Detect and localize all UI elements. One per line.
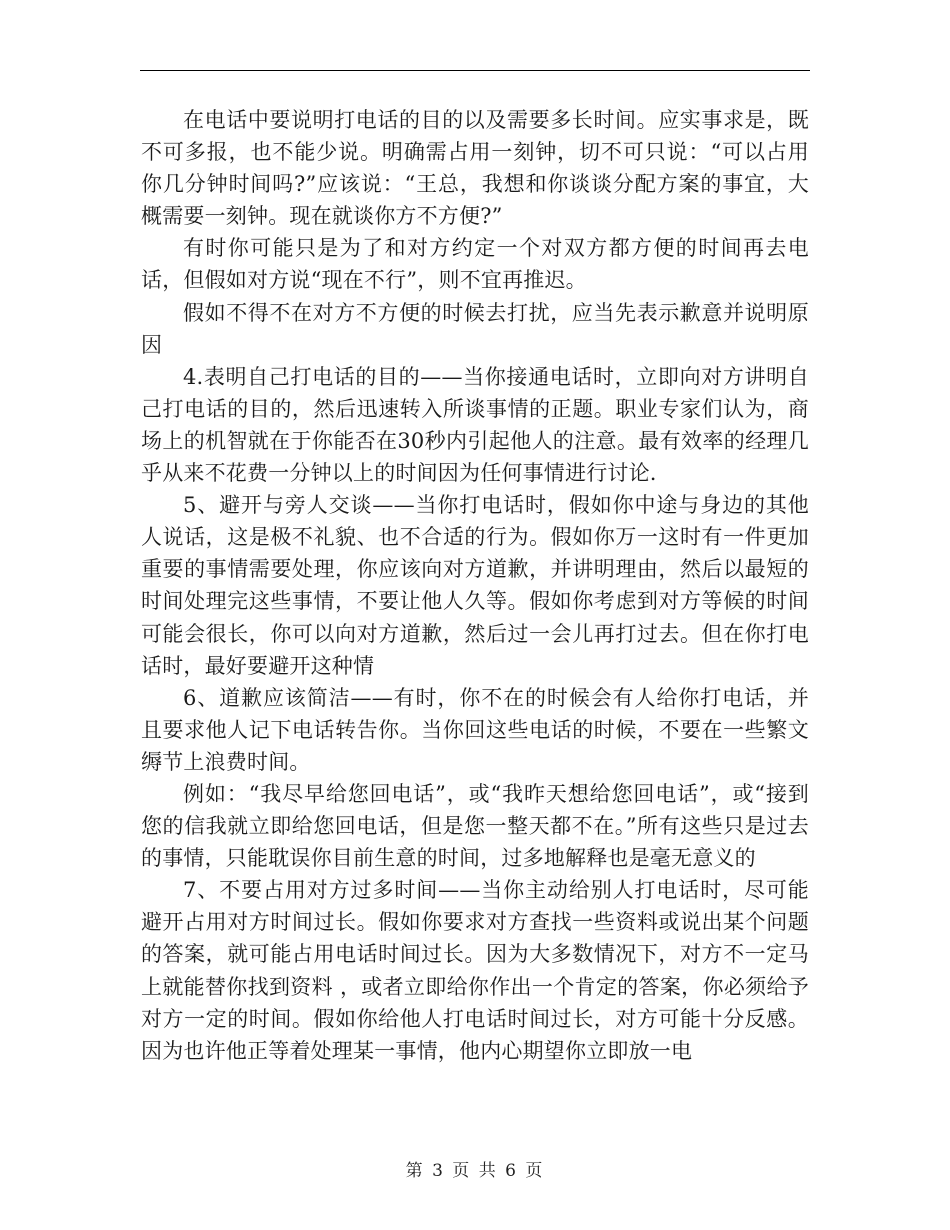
- paragraph-brief-apology: 6、道歉应该简洁——有时，你不在的时候会有人给你打电话，并且要求他人记下电话转告你。当你回这些电话的时候，不要在一些繁文缛节上浪费时间。: [141, 685, 809, 774]
- paragraph-example: 例如：“我尽早给您回电话”，或“我昨天想给您回电话”，或“接到您的信我就立即给您回电话，但是您一整天都不在。”所有这些只是过去的事情，只能耽误你目前生意的时间，过多地解释也是毫无意义的: [141, 781, 809, 871]
- paragraph-state-purpose: 4.表明自己打电话的目的——当你接通电话时，立即向对方讲明自己打电话的目的，然后迅速转入所谈事情的正题。职业专家们认为，商场上的机智就在于你能否在30秒内引起他人的注意。最有效率的经理几乎从来不花费一分钟以上的时间因为任何事情进行讨论.: [141, 364, 809, 486]
- paragraph-dont-take-too-long: 7、不要占用对方过多时间——当你主动给别人打电话时，尽可能避开占用对方时间过长。假如你要求对方查找一些资料或说出某个问题的答案，就可能占用电话时间过长。因为大多数情况下，对方不一定马上就能替你找到资料 ，或者立即给你作出一个肯定的答案，你必须给予对方一定的时间。假如你给他人打电话时间过长，对方可能十分反感。因为也许他正等着处理某一事情，他内心期望你立即放一电: [141, 878, 809, 1063]
- header-rule: [140, 70, 810, 71]
- paragraph-call-purpose-duration: 在电话中要说明打电话的目的以及需要多长时间。应实事求是，既不可多报，也不能少说。明确需占用一刻钟，切不可只说：“可以占用你几分钟时间吗?”应该说：“王总，我想和你谈谈分配方案的事宜，大概需要一刻钟。现在就谈你方不方便?”: [141, 108, 809, 229]
- page-number-footer: 第 3 页 共 6 页: [405, 1161, 545, 1181]
- paragraph-apologize-inconvenience: 假如不得不在对方不方便的时候去打扰，应当先表示歉意并说明原因: [141, 300, 809, 357]
- paragraph-schedule-time: 有时你可能只是为了和对方约定一个对双方都方便的时间再去电话，但假如对方说“现在不行”，则不宜再推迟。: [141, 236, 809, 293]
- paragraph-avoid-side-talk: 5、避开与旁人交谈——当你打电话时，假如你中途与身边的其他人说话，这是极不礼貌、也不合适的行为。假如你万一这时有一件更加重要的事情需要处理，你应该向对方道歉，并讲明理由，然后以最短的时间处理完这些事情，不要让他人久等。假如你考虑到对方等候的时间可能会很长，你可以向对方道歉，然后过一会儿再打过去。但在你打电话时，最好要避开这种情: [141, 493, 809, 678]
- document-body: [141, 104, 809, 1067]
